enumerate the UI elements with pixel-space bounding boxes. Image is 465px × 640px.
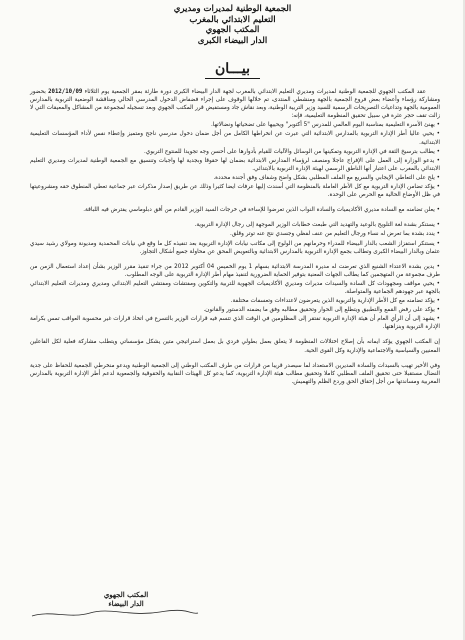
office-name: المكتب الجهوي: [205, 25, 260, 35]
statement-item-2: • يحيي عاليا أطر الإدارة التربوية بالمدارس الابتدائية التي عبرت عن انخراطها الكامل من أجل ضمان دخول مدرسي ناجح ومتميز وإعطاء نفس لأداء المؤسسات التعليمية الابتدائية.: [30, 130, 440, 146]
intro-text: عقد المكتب الجهوي للجمعية الوطنية لمديرات ومديري التعليم الابتدائي بالمغرب لجهة الدار البيضاء الكبرى دورة طارئة بمقر الجمعية يوم الثلاثاء: [84, 89, 426, 95]
statement-item-12: • يحيي مواقف ومجهودات كل السادة والسيدات مديرات ومديري الأكاديميات الجهوية للتربية والتكوين ومفتشات ومفتشي التعليم الابتدائي ومديري ومديرات التعليم الابتدائي بالجهة عبر جهودهم الجماعية والمتواصلة.: [30, 280, 440, 296]
statement-body: [30, 88, 440, 387]
title-row: [0, 58, 465, 79]
statement-item-1: • يهنئ الأسرة التعليمية بمناسبة اليوم العالمي للمدرس "5 أكتوبر" ويحييها على تضحياتها ونضالاتها.: [30, 121, 440, 129]
intro-text-continued: بحضور ومشاركة رؤساء وأعضاء بعض فروع الجمعية بالجهة ومنشطي المنتدى، تم خلالها الوقوف على إجراء فضفاض الدخول المدرسي الحالي ومناقشة الوضعية التربوية بالمدارس العمومية بالجهة وتداعيات التصريحات الرسمية للسيد وزير التربية الوطنية، وبعد نقاش جاد ومستفيض قرر المكتب الجهوي وبعد تسجيله لمجموعة من المشاكل والمعيقات التي لا زالت تقف حجر عثرة في سبيل تحقيق المنظومة التعليمية، فإنه:: [30, 89, 440, 120]
region-name: الدار البيضاء الكبرى: [197, 35, 268, 46]
signature-city: الدار البيضاء: [108, 599, 144, 608]
statement-item-4: • يدعو الوزارة إلى العمل على الإفراج عاجلا ومنصف لرؤساء المدارس الابتدائية بضمان لها حقوقا وبجدية لها واجبات وتنسيق مع الجمعية الوطنية لمديرات ومديري التعليم الابتدائي بالمغرب على اعتبار أنها الناطق الرسمي لهيئة الإدارة التربوية بالابتدائي.: [30, 157, 440, 173]
signature-block: [66, 590, 186, 608]
statement-item-3: • يطالب بترسيخ الثقة في الإدارة التربوية وتمكينها من الوسائل والآليات للقيام بأدوارها على أحسن وجه تجويدا للمنتوج التربوي.: [30, 148, 440, 156]
document-title: بيـــان: [205, 61, 260, 79]
meeting-date: 2012/10/09: [48, 89, 83, 95]
organization-subtitle: التعليم الابتدائي بالمغرب: [189, 14, 276, 25]
statement-item-10: • يستنكر استفزاز الشعب بالدار البيضاء للمدراء وحرمانهم من الولوج إلى مكاتب نيابات الإدارة التربوية بعد تنفيذه كل ما وقع في نيابات المحمدية ومديونة ومولاي رشيد سيدي عثمان وبالدار البيضاء الكبرى وتطالب بجمع الإدارة التربوية بالمدارس الابتدائية وبالتعويض المحق عن محاولة جميع أشكال التجاوز.: [30, 240, 440, 256]
statement-item-13: • يؤكد تضامنه مع كل الأطر الإدارية والتربوية الذين يتعرضون لاعتداءات وتعسفات مختلفة.: [30, 297, 440, 305]
statement-item-15: • يشهد إلى أن الرأي العام أن هيئة الإدارة التربوية تفتقر إلى المظلومين في الوقت الذي تتسم فيه قرارات الوزير بالتسرع في اتخاذ قرارات غير محسوبة العواقب تمس بكرامة الإدارة التربوية وبنزاهتها.: [30, 315, 440, 331]
closing-paragraph-1: إن المكتب الجهوي يؤكد ايمانه بأن إصلاح اختلالات المنظومة لا يتعلق بعمل بطولي فردي بل بعمل استراتيجي متين يشكل مؤسساتي ويتطلب مشاركة فعلية لكل الفاعلين المعنيين والسياسية والاجتماعية والإدارية وكل القوى الحية.: [30, 339, 440, 354]
closing-paragraph-2: وفي الأخير تهيب بالسيدات والسادة المديرين الاستعداد لما سيصدر قريبا من قرارات من طرف المكتب الوطني إلى الجمعية الوطنية ويدعو منخرطي الجمعية للحفاظ على جدية النضال مستقبلا حتى تحقيق الملف المطلبي كاملا وتحقيق مطالب هيئة الإدارة التربوية، كما يدعو كل الهيئات النقابية والحقوقية والجمعوية لدعم أطر الإدارة التربوية بالمدارس المغربية ومساندتها من أجل إحقاق الحق وردع الظلم والتهميش.: [30, 362, 440, 385]
statement-item-11: • يدين بشدة الاعتداء الشنيع الذي تعرضت له مديرة المدرسة الابتدائية بسهام 1 يوم الخميس 04 أكتوبر 2012 من جراء تنفيذ مقرر الوزير بشأن إعداد استعمال الزمن من طرف مجموعة من المتهجمين كما يطالب الجهات المعنية بتوفير الحماية الضرورية لتنفيذ مهام أطر الإدارة التربوية على الوجه المطلوب.: [30, 263, 440, 279]
statement-item-14: • يؤكد على رفض القمع والتطبيق ويتطلع إلى الحوار وتحقيق مطالبه وفق ما يضمنه الدستور والقانون.: [30, 306, 440, 314]
statement-item-6: • يؤكد تضامن الإدارة التربوية مع كل الأطر العاملة بالمنظومة التي أسندت إليها عرفات ايضا كثيرا وذلك عن طريق إصدار مذكرات عبر جماعية تعطي المنطوق حقه ومشروعيتها في ظل الأوضاع الحالية مع الحرص على الوحدة.: [30, 183, 440, 199]
signature-office: المكتب الجهوي: [103, 590, 149, 599]
handwritten-mark: [30, 608, 200, 620]
intro-paragraph: [30, 88, 440, 120]
organization-name: الجمعية الوطنية لمديرات ومديري: [173, 4, 292, 14]
statement-item-9: • يندد بشدة بما تعرض له نساء ورجال التعليم من عنف لفظي وجسدي نتج عنه توتر وقلق.: [30, 230, 440, 238]
statement-item-8: • يستنكر بشدة لغة التلويح بالوعيد والتهديد التي طبعت خطابات الوزير الموجهة إلى رجال الإدارة التربوية.: [30, 221, 440, 229]
letterhead: [0, 4, 465, 46]
statement-item-5: • يلح على التعاطي الإيجابي والسريع مع الملف المطلبي بشكل واضح وشفاف وفق أجندة محددة.: [30, 174, 440, 182]
statement-item-7: • يعلن تضامنه مع السادة مديري الأكاديميات والسادة النواب الذين تعرضوا للإساءة في خرجات السيد الوزير القادم من أفق دبلوماسي يفترض فيه اللباقة.: [30, 206, 440, 214]
